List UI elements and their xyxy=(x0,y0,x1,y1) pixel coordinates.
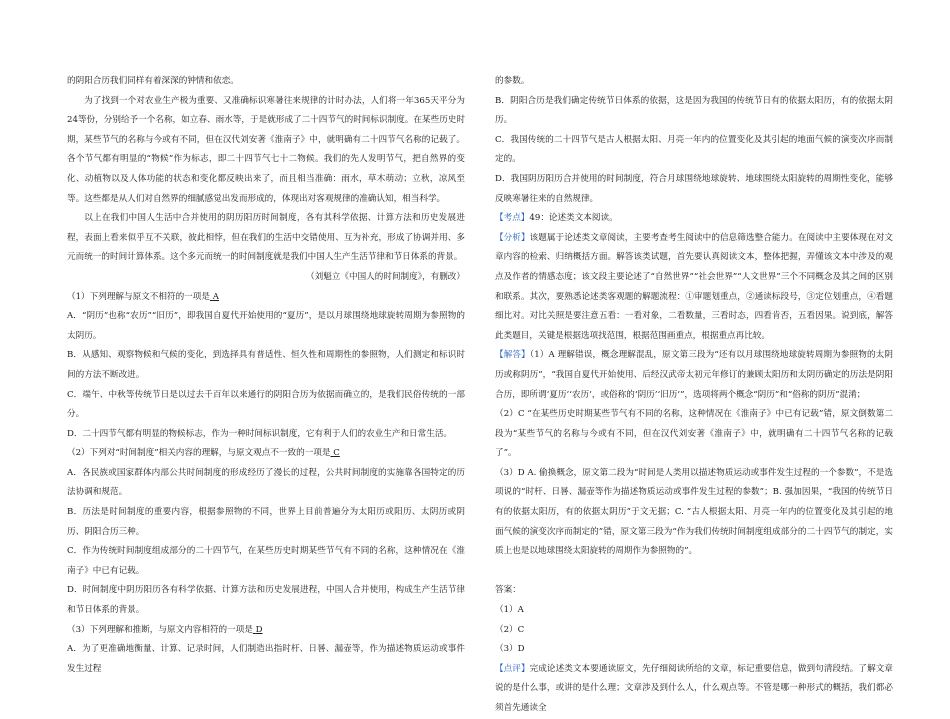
paragraph: 为了找到一个对农业生产极为重要、又准确标识寒暑往来规律的计时办法，人们将一年365天平分为24等份，分别给予一个名称，如立春、雨水等，于是就形成了二十四节气的时间标识制度。在某些历史时期，某些节气的名称与今或有不同，但在汉代刘安著《淮南子》中，就明确有二十四节气名称的记载了。各个节气都有明显的“物候”作为标志，即二十四节气七十二物候。我们的先人发明节气，把自然界的变化、动植物以及人体功能的状态和变化都反映出来了，而且相当准确：雨水，草木萌动；立秋，凉风至等。这些都是从人们对自然界的细腻感觉出发而形成的，体现出对客观规律的准确认知，相当科学。 xyxy=(67,95,465,204)
left-column xyxy=(67,72,465,679)
option: D．时间制度中阴历阳历各有科学依据、计算方法和历史发展进程，中国人合并使用，构成生产生活节律和节日体系的背景。 xyxy=(67,585,465,616)
right-column xyxy=(495,72,893,719)
option: A．各民族或国家群体内部公共时间制度的形成经历了漫长的过程，公共时间制度的实施靠各国特定的历法协调和规范。 xyxy=(67,467,465,498)
option: A．为了更准确地衡量、计算、记录时间，人们制造出指时杆、日晷、漏壶等，作为描述物质运动或事件发生过程 xyxy=(67,644,465,674)
paragraph: （2）C “在某些历史时期某些节气有不同的名称，这种情况在《淮南子》中已有记载”错，原文倒数第二段为“某些节气的名称与今或有不同，但在汉代刘安著《淮南子》中，就明确有二十四节气名称的记载了”。 xyxy=(495,409,893,459)
question-text: （1）下列理解与原文不相符的一项是 xyxy=(67,291,210,302)
question-text: （2）下列对“时间制度”相关内容的理解，与原文观点不一致的一项是 xyxy=(67,448,331,459)
dianping-tag: 【点评】 xyxy=(495,663,530,674)
answer-mark: A xyxy=(212,291,219,302)
question-text: （3）下列理解和推断，与原文内容相符的一项是 xyxy=(67,624,253,635)
question-2 xyxy=(67,444,465,464)
answer-item: （1）A xyxy=(495,605,524,616)
paragraph: 以上在我们中国人生活中合并使用的阴历阳历时间制度，各有其科学依据、计算方法和历史发展进程，表面上看来似乎互不关联，彼此相悖，但在我们的生活中交错使用、互为补充，形成了协调并用、多元而统一的时间计算体系。这个多元而统一的时间制度就是我们中国人生产生活节律和节日体系的背景。 xyxy=(67,213,465,263)
option: C．作为传统时间制度组成部分的二十四节气，在某些历史时期某些节气有不同的名称，这种情况在《淮南子》中已有记载。 xyxy=(67,546,465,576)
paragraph: 的阴阳合历我们同样有着深深的钟情和依恋。 xyxy=(67,76,239,86)
paragraph: （3）D A. 偷换概念，原文第二段为“时间是人类用以描述物质运动或事件发生过程的一个参数”，不是选项说的“时杆、日晷、漏壶等作为描述物质运动或事件发生过程的参数”；B. 强加因果，“我国的传统节日有的依据太阳历，有的依据太阴历”于文无据；C. “古人根据太阳、月亮一年内的位置变化及其引起的地面气候的演变次序而制定的”错，原文第三段为“作为我们传统时间制度组成部分的二十四节气的制定，实质上也是以地球围绕太阳旋转的周期作为参照物的”。 xyxy=(495,467,893,557)
dianping-section: 【点评】完成论述类文本要通读原文，先仔细阅读所给的文章，标记重要信息，做到句清段结。了解文章说的是什么事，或讲的是什么理；文章涉及到什么人，什么观点等。不管是哪一种形式的概括，我们都必须首先通读全 xyxy=(495,663,893,713)
spacer xyxy=(495,562,893,582)
answer-mark: C xyxy=(333,448,340,459)
option: D．我国阴历阳历合并使用的时间制度，符合月球围绕地球旋转、地球围绕太阳旋转的周期性变化，能够反映寒暑往来的自然规律。 xyxy=(495,173,893,204)
option: C．我国传统的二十四节气是古人根据太阳、月亮一年内的位置变化及其引起的地面气候的演变次序而制定的。 xyxy=(495,134,893,165)
jieda-section: 【解答】（1）A 理解错误，概念理解混乱，原文第三段为“还有以月球围绕地球旋转周期为参照物的太阴历或称阴历”，“我国自夏代开始使用、后经汉武帝太初元年修订的兼顾太阳历和太阴历确定的历法是阴阳合历，即所谓‘夏历’‘农历’，或俗称的‘阴历’‘旧历’”，选项将两个概念“阴历”和“俗称的阴历”混淆； xyxy=(495,350,893,400)
source-citation: （刘魁立《中国人的时间制度》，有删改） xyxy=(306,271,465,282)
question-3 xyxy=(67,621,465,641)
option: A．“阴历”也称“农历”“旧历”，即我国自夏代开始使用的“夏历”，是以月球围绕地球旋转周期为参照物的太阴历。 xyxy=(67,311,465,341)
option: B．从感知、观察物候和气候的变化，到选择具有普适性、恒久性和周期性的参照物，人们测定和标识时间的方法不断改进。 xyxy=(67,350,465,380)
kaodian-section: 【考点】49：论述类文本阅读。 xyxy=(495,213,618,224)
option: B．阴阳合历是我们确定传统节日体系的依据，这是因为我国的传统节日有的依据太阳历，有的依据太阴历。 xyxy=(495,95,893,126)
option-continued: 的参数。 xyxy=(495,76,530,86)
answer-item: （2）C xyxy=(495,624,525,635)
answer-mark: D xyxy=(255,624,263,635)
jieda-tag: 【解答】 xyxy=(495,350,530,361)
option: D．二十四节气都有明显的物候标志，作为一种时间标识制度，它有利于人们的农业生产和日常生活。 xyxy=(67,428,453,439)
question-1 xyxy=(67,288,465,308)
fenxi-section: 【分析】该题属于论述类文章阅读，主要考查考生阅读中的信息筛选整合能力。在阅读中主要体现在对文章内容的检索、归纳概括方面。解答该类试题，首先要认真阅读文本，整体把握，弄懂该文本中涉及的观点及作者的情感态度；该文段主要论述了“自然世界”“社会世界”“人文世界”三个不同概念及其之间的区别和联系。其次，要熟悉论述类客观题的解题流程：①审题划重点，②通读标段号，③定位划重点，④看题细比对。对比关照是要注意五看：一看对象，二看数量，三看时态，四看肯否，五看因果。说到底，解答此类题目，关键是根据选项找范围，根据范围画重点，根据重点再比较。 xyxy=(495,232,893,341)
answer-item: （3）D xyxy=(495,644,525,655)
answer-heading: 答案： xyxy=(495,585,521,596)
option: C．端午、中秋等传统节日是以过去千百年以来通行的阴阳合历为依据而确立的，是我们民俗传统的一部分。 xyxy=(67,389,465,420)
kaodian-tag: 【考点】 xyxy=(495,213,530,224)
option: B．历法是时间制度的重要内容，根据参照物的不同，世界上目前普遍分为太阳历或阳历、太阴历或阴历、阴阳合历三种。 xyxy=(67,507,465,537)
fenxi-tag: 【分析】 xyxy=(495,232,530,243)
